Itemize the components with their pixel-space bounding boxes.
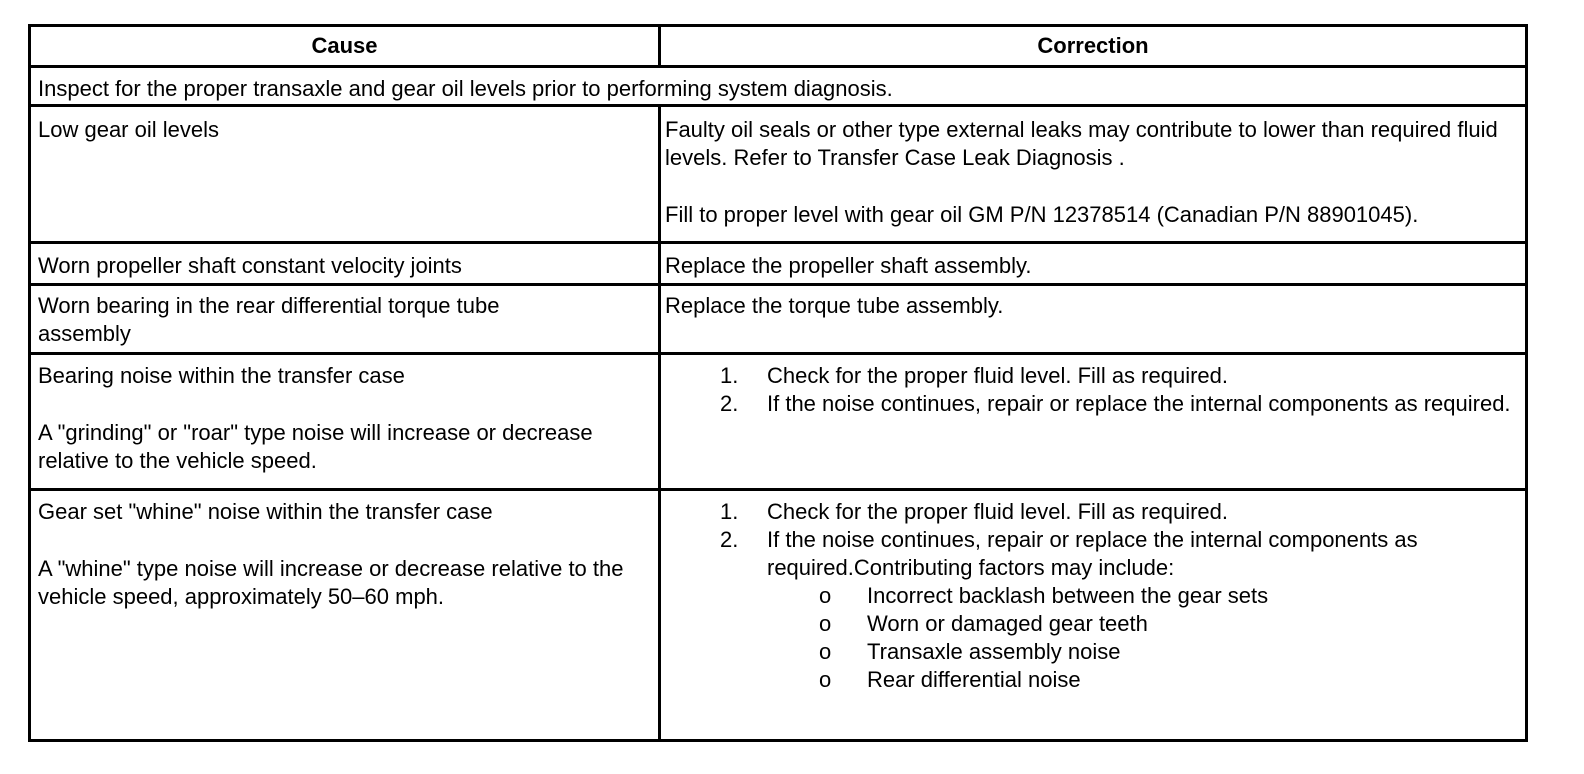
note-row: Inspect for the proper transaxle and gear oil levels prior to performing system diagnosis.: [38, 76, 893, 101]
bullet-marker: o: [819, 667, 832, 692]
cause-text: A "whine" type noise will increase or decrease relative to the vehicle speed, approximately 50–60 mph.: [38, 556, 624, 609]
bullet-marker: o: [819, 611, 832, 636]
cause-text: Worn propeller shaft constant velocity joints: [38, 253, 462, 278]
correction-steps: [665, 498, 1525, 694]
row-divider: [31, 352, 1525, 355]
correction-cell: [665, 292, 1519, 320]
list-item-text: Transaxle assembly noise: [867, 639, 1121, 664]
correction-cell: [665, 252, 1519, 280]
row-divider: [31, 241, 1525, 244]
column-divider: [658, 107, 661, 739]
correction-cell: [665, 498, 1525, 694]
correction-cell: [665, 116, 1519, 229]
cause-text: Low gear oil levels: [38, 117, 219, 142]
list-item-text: Rear differential noise: [867, 667, 1081, 692]
step-item: [665, 498, 1525, 526]
list-item: [767, 638, 1525, 666]
row-divider: [31, 65, 1525, 68]
row-divider: [31, 488, 1525, 491]
cause-text: Bearing noise within the transfer case: [38, 363, 405, 388]
list-item-text: Incorrect backlash between the gear sets: [867, 583, 1269, 608]
step-text: If the noise continues, repair or replace the internal components as required.: [767, 391, 1511, 416]
correction-text: Faulty oil seals or other type external leaks may contribute to lower than required fluid levels. Refer to Transfer Case Leak Diagnosis .: [665, 117, 1498, 170]
step-item: [665, 390, 1525, 418]
step-number: 1.: [720, 363, 739, 388]
list-item: [767, 582, 1525, 610]
correction-steps: [665, 362, 1525, 418]
correction-text: Fill to proper level with gear oil GM P/N 12378514 (Canadian P/N 88901045).: [665, 202, 1419, 227]
step-text: Check for the proper fluid level. Fill as required.: [767, 499, 1228, 524]
step-item: [665, 362, 1525, 390]
cause-cell: [38, 292, 578, 348]
cause-cell: [38, 252, 648, 280]
cause-text: Gear set "whine" noise within the transfer case: [38, 499, 493, 524]
header-cause: Cause: [311, 33, 378, 58]
cause-cell: [38, 116, 648, 144]
list-item: [767, 666, 1525, 694]
row-divider: [31, 283, 1525, 286]
correction-cell: [665, 362, 1525, 418]
bullet-marker: o: [819, 639, 832, 664]
row-divider: [31, 104, 1525, 107]
cause-cell: [38, 498, 648, 611]
contributing-factors-list: [767, 582, 1525, 694]
step-number: 2.: [720, 527, 739, 552]
list-item: [767, 610, 1525, 638]
correction-text: Replace the propeller shaft assembly.: [665, 253, 1032, 278]
diagnosis-table: [28, 24, 1528, 742]
step-number: 2.: [720, 391, 739, 416]
cause-cell: [38, 362, 598, 475]
header-correction: Correction: [1037, 33, 1149, 58]
step-text: Check for the proper fluid level. Fill as required.: [767, 363, 1228, 388]
step-number: 1.: [720, 499, 739, 524]
cause-text: A "grinding" or "roar" type noise will increase or decrease relative to the vehicle speed.: [38, 420, 593, 473]
bullet-marker: o: [819, 583, 832, 608]
list-item-text: Worn or damaged gear teeth: [867, 611, 1148, 636]
correction-text: Replace the torque tube assembly.: [665, 293, 1004, 318]
step-text: If the noise continues, repair or replace the internal components as required.Contributing factors may include:: [767, 527, 1418, 580]
step-item: [665, 526, 1525, 694]
cause-text: Worn bearing in the rear differential torque tube assembly: [38, 293, 500, 346]
